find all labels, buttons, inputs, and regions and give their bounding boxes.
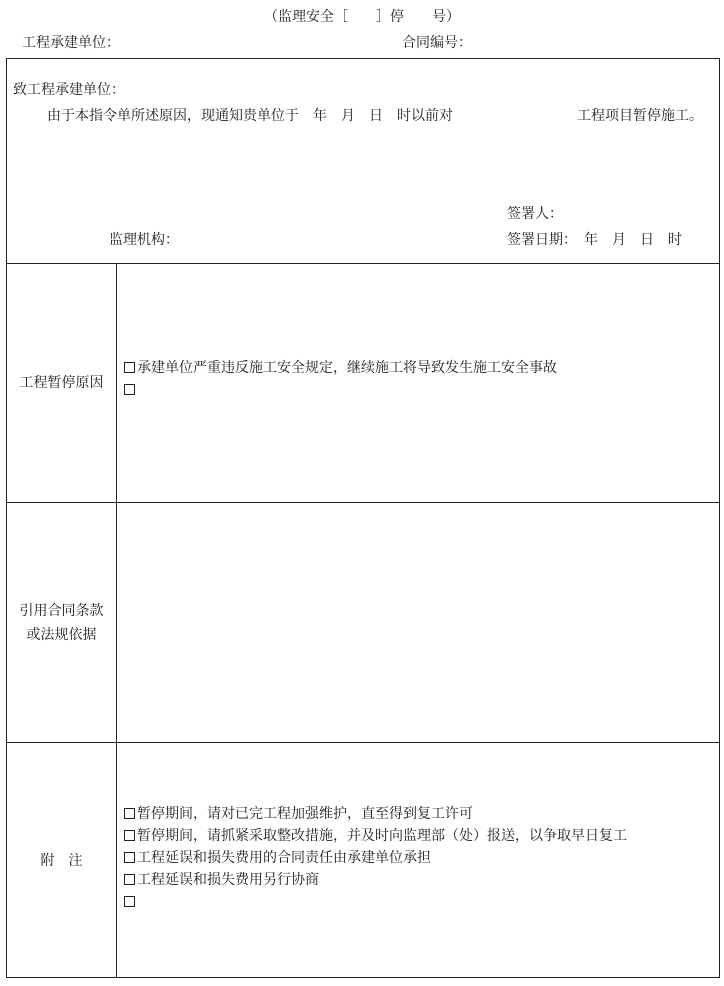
row-divider [7,742,719,743]
reason-label: 工程暂停原因 [19,375,104,391]
signer-label: 签署人： [507,206,563,222]
checkbox[interactable] [124,808,135,819]
basis-field[interactable] [124,529,704,729]
row-divider [7,263,719,264]
notice-body: 由于本指令单所述原因，现通知贵单位于 年 月 日 时以前对 [47,108,453,124]
contract-number-label: 合同编号： [402,35,472,51]
supervision-org-label: 监理机构： [109,232,179,248]
column-divider [116,263,117,977]
document-number: （监理安全［ ］停 号） [264,9,460,25]
notes-option-blank[interactable] [124,891,627,913]
suspension-order-form [6,58,720,978]
sign-date-label: 签署日期： 年 月 日 时 [507,232,682,248]
checkbox[interactable] [124,830,135,841]
row-divider [7,502,719,503]
checkbox[interactable] [124,362,135,373]
notes-label: 附 注 [40,853,83,869]
basis-label: 引用合同条款 或法规依据 [19,603,104,643]
notes-options [124,803,627,913]
notes-option[interactable]: 暂停期间，请对已完工程加强维护，直至得到复工许可 [124,803,627,825]
addressee-line: 致工程承建单位： [13,82,125,98]
contractor-label: 工程承建单位： [22,35,120,51]
notes-option[interactable]: 工程延误和损失费用另行协商 [124,869,627,891]
notice-body-end: 工程项目暂停施工。 [577,108,703,124]
checkbox[interactable] [124,896,135,907]
checkbox[interactable] [124,852,135,863]
checkbox[interactable] [124,874,135,885]
reason-option[interactable]: 承建单位严重违反施工安全规定，继续施工将导致发生施工安全事故 [124,357,557,379]
notes-option[interactable]: 暂停期间，请抓紧采取整改措施，并及时向监理部（处）报送，以争取早日复工 [124,825,627,847]
reason-options [124,357,557,401]
reason-option-blank[interactable] [124,379,557,401]
checkbox[interactable] [124,384,135,395]
notes-option[interactable]: 工程延误和损失费用的合同责任由承建单位承担 [124,847,627,869]
